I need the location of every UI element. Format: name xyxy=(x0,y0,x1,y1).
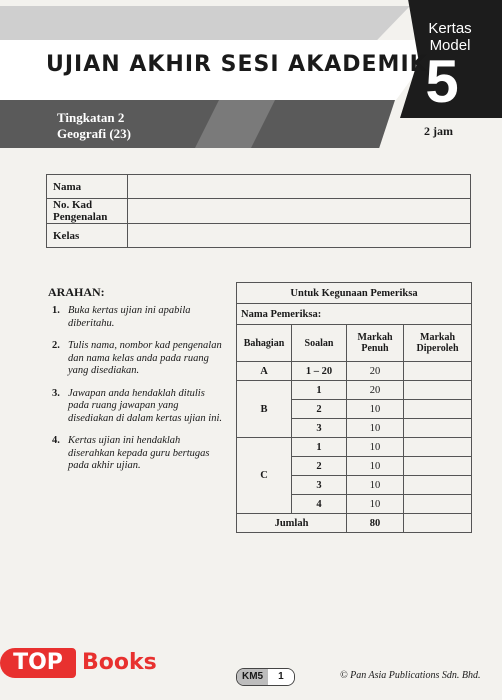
logo-books: Books xyxy=(82,650,157,675)
instruction-item xyxy=(52,435,224,473)
banner-stripe-light xyxy=(0,6,410,40)
identity-table xyxy=(46,174,471,248)
obtained-mark-cell[interactable] xyxy=(404,419,472,438)
header-banner xyxy=(0,0,502,148)
full-mark-cell: 10 xyxy=(347,495,404,514)
full-mark-cell: 20 xyxy=(347,362,404,381)
obtained-mark-cell[interactable] xyxy=(404,495,472,514)
name-field[interactable] xyxy=(128,175,471,199)
question-cell: 2 xyxy=(292,400,347,419)
column-header: Markah Penuh xyxy=(347,325,404,362)
logo-top: TOP xyxy=(0,648,76,678)
instruction-text: Kertas ujian ini hendaklah diserahkan kepada guru bertugas pada akhir ujian. xyxy=(68,435,210,471)
total-value: 80 xyxy=(347,514,404,533)
paper-badge-line1: Kertas xyxy=(428,20,472,37)
duration: 2 jam xyxy=(424,124,453,138)
obtained-mark-cell[interactable] xyxy=(404,438,472,457)
identity-label: Kelas xyxy=(47,224,128,248)
identity-row xyxy=(47,175,471,199)
paper-number: 5 xyxy=(425,48,459,115)
column-header: Bahagian xyxy=(237,325,292,362)
subject-name: Geografi (23) xyxy=(57,126,132,141)
table-row xyxy=(237,381,472,400)
obtained-mark-cell[interactable] xyxy=(404,381,472,400)
copyright: © Pan Asia Publications Sdn. Bhd. xyxy=(340,670,481,681)
instruction-text: Buka kertas ujian ini apabila diberitahu. xyxy=(68,305,191,329)
instruction-item xyxy=(52,340,224,378)
instruction-text: Jawapan anda hendaklah ditulis pada ruang jawapan yang disediakan di dalam kertas ujian ini. xyxy=(68,387,222,424)
instruction-number: 4. xyxy=(52,435,60,446)
question-cell: 1 xyxy=(292,438,347,457)
instruction-text: Tulis nama, nombor kad pengenalan dan nama kelas anda pada ruang yang disediakan. xyxy=(68,340,222,376)
page-number: 1 xyxy=(268,669,294,685)
full-mark-cell: 10 xyxy=(347,419,404,438)
instruction-item xyxy=(52,388,224,426)
obtained-mark-cell[interactable] xyxy=(404,476,472,495)
ic-number-field[interactable] xyxy=(128,199,471,224)
instruction-number: 3. xyxy=(52,387,60,399)
page-title: UJIAN AKHIR SESI AKADEMIK xyxy=(46,52,428,77)
section-cell: B xyxy=(237,381,292,438)
examiner-table xyxy=(236,282,472,533)
obtained-mark-cell[interactable] xyxy=(404,400,472,419)
paper-badge-line2: Model xyxy=(429,37,471,54)
instructions-list xyxy=(52,305,224,483)
table-row xyxy=(237,438,472,457)
full-mark-cell: 10 xyxy=(347,438,404,457)
full-mark-cell: 20 xyxy=(347,381,404,400)
obtained-mark-cell[interactable] xyxy=(404,362,472,381)
examiner-table-title: Untuk Kegunaan Pemeriksa xyxy=(237,283,472,304)
identity-row xyxy=(47,224,471,248)
form-level: Tingkatan 2 xyxy=(57,110,125,125)
page-number-badge xyxy=(236,668,295,686)
page-prefix: KM5 xyxy=(237,669,268,685)
full-mark-cell: 10 xyxy=(347,457,404,476)
instruction-number: 1. xyxy=(52,305,60,316)
topbooks-logo xyxy=(0,648,178,678)
question-cell: 4 xyxy=(292,495,347,514)
question-cell: 3 xyxy=(292,419,347,438)
instruction-number: 2. xyxy=(52,340,60,351)
table-row xyxy=(237,362,472,381)
total-obtained-cell[interactable] xyxy=(404,514,472,533)
question-cell: 1 xyxy=(292,381,347,400)
instructions-heading: ARAHAN: xyxy=(48,285,105,299)
total-label: Jumlah xyxy=(237,514,347,533)
identity-label: No. Kad Pengenalan xyxy=(47,199,128,224)
instruction-item xyxy=(52,305,224,330)
total-row xyxy=(237,514,472,533)
full-mark-cell: 10 xyxy=(347,400,404,419)
identity-row xyxy=(47,199,471,224)
section-cell: A xyxy=(237,362,292,381)
class-field[interactable] xyxy=(128,224,471,248)
obtained-mark-cell[interactable] xyxy=(404,457,472,476)
question-cell: 2 xyxy=(292,457,347,476)
full-mark-cell: 10 xyxy=(347,476,404,495)
column-header: Soalan xyxy=(292,325,347,362)
column-header: Markah Diperoleh xyxy=(404,325,472,362)
examiner-name-label: Nama Pemeriksa: xyxy=(237,304,472,325)
section-cell: C xyxy=(237,438,292,514)
question-cell: 1 – 20 xyxy=(292,362,347,381)
identity-label: Nama xyxy=(47,175,128,199)
question-cell: 3 xyxy=(292,476,347,495)
subject-info xyxy=(57,110,131,142)
